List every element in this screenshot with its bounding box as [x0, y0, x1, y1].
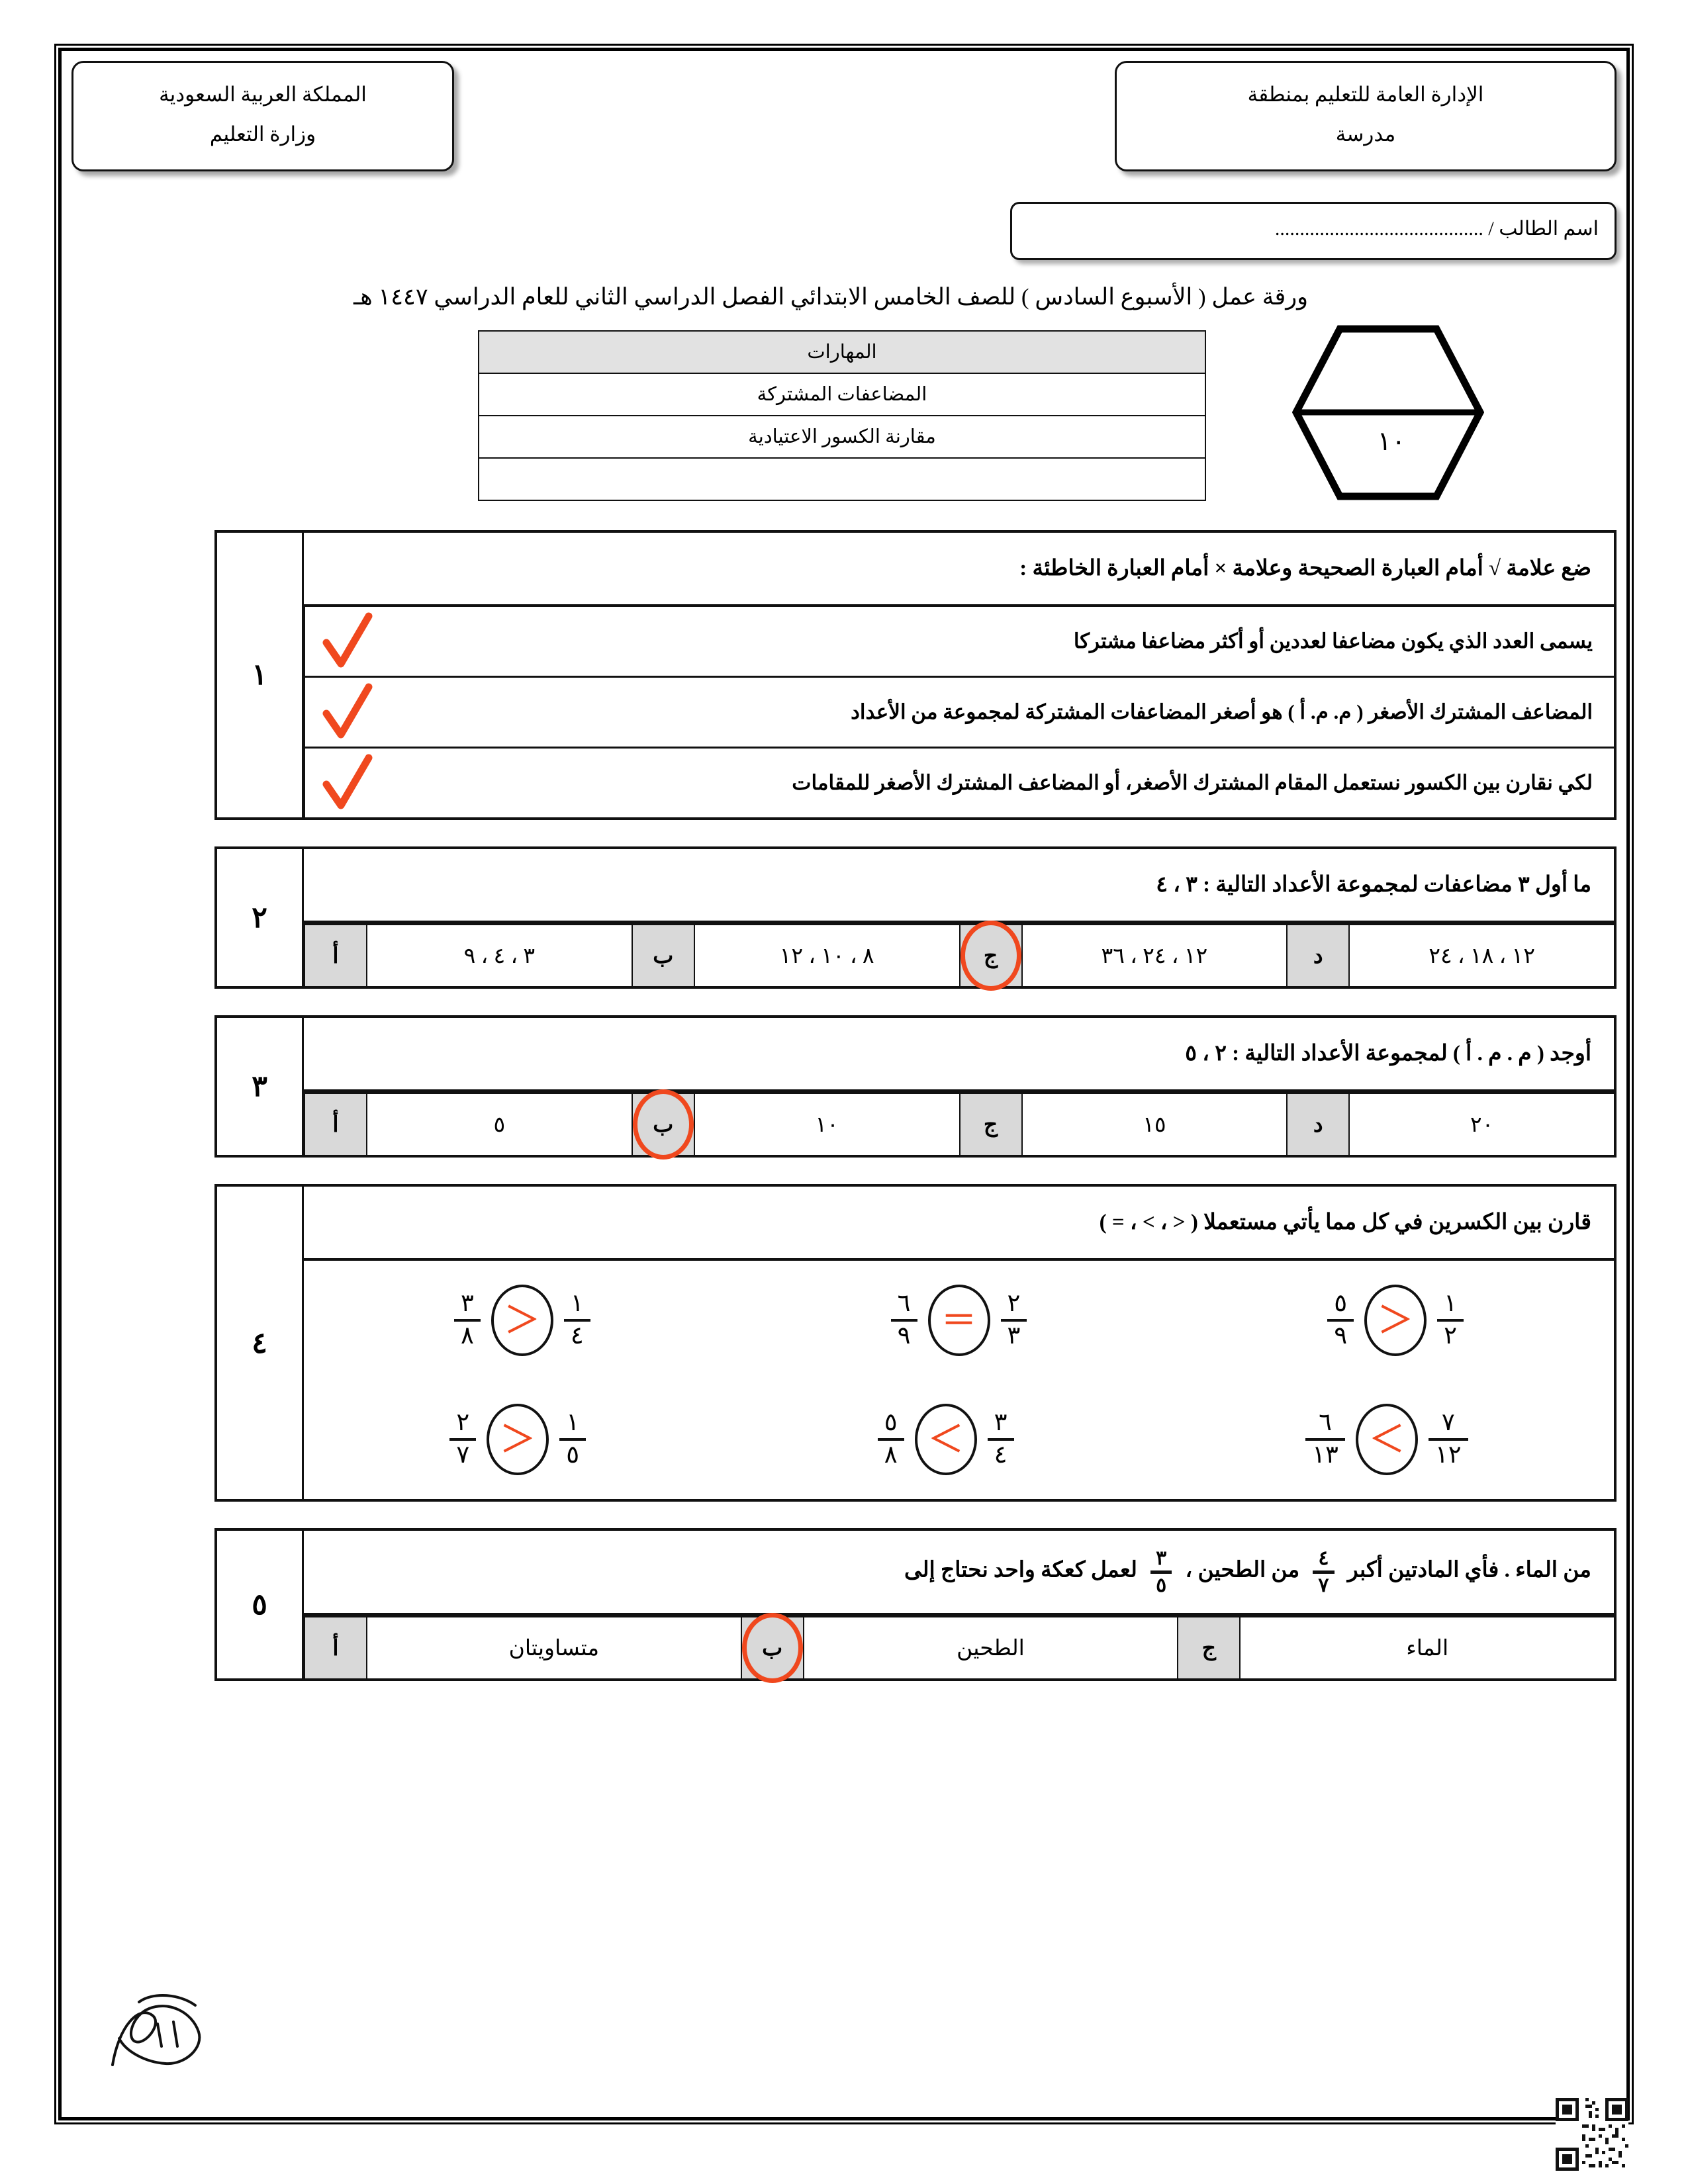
- true-false-row[interactable]: [304, 678, 1614, 749]
- option-value-c[interactable]: ١٥: [1143, 1113, 1166, 1138]
- option-letter-text: ب: [762, 1637, 783, 1661]
- numerator: ٦: [1319, 1409, 1332, 1437]
- comparison-operator: ＜: [927, 1420, 964, 1460]
- numerator: ١: [570, 1290, 584, 1318]
- numerator: ٣: [1156, 1547, 1167, 1570]
- question-2-stem: ما أول ٣ مضاعفات لمجموعة الأعداد التالية : ٣ ، ٤: [304, 849, 1614, 923]
- option-letter-text: ب: [653, 1113, 674, 1138]
- skills-and-mark-row: [71, 325, 1617, 504]
- denominator: ٨: [454, 1319, 481, 1349]
- skill-row: [479, 458, 1205, 500]
- fraction-right: [564, 1291, 590, 1349]
- student-name-label: اسم الطالب /: [1488, 217, 1599, 240]
- option-letter-a[interactable]: [304, 925, 367, 986]
- option-letter-c[interactable]: [1177, 1617, 1241, 1678]
- denominator: ١٢: [1429, 1438, 1468, 1469]
- numerator: ٥: [1334, 1290, 1348, 1318]
- option-letter-a[interactable]: [304, 1617, 367, 1678]
- answer-cell[interactable]: [304, 607, 393, 676]
- fraction-left: [878, 1410, 904, 1469]
- comparison-item[interactable]: [449, 1404, 586, 1475]
- question-2: [214, 846, 1617, 989]
- stem-fraction-flour: [1150, 1548, 1172, 1596]
- hexagon-shape: [1292, 325, 1484, 500]
- comparison-operator-circle[interactable]: [915, 1404, 977, 1475]
- mark-hexagon: [1292, 325, 1491, 504]
- option-letter-a[interactable]: [304, 1094, 367, 1155]
- comparison-item[interactable]: [891, 1285, 1027, 1356]
- answer-cell[interactable]: [304, 749, 393, 817]
- comparison-row: [304, 1261, 1614, 1380]
- fraction-left: [891, 1291, 917, 1349]
- true-false-row[interactable]: [304, 749, 1614, 817]
- stem-fraction-water: [1313, 1548, 1334, 1596]
- question-3: [214, 1015, 1617, 1158]
- check-icon: [320, 611, 377, 672]
- numerator: ٧: [1441, 1409, 1455, 1437]
- question-3-stem: أوجد ( م . م . أ ) لمجموعة الأعداد التالية : ٢ ، ٥: [304, 1018, 1614, 1092]
- answer-cell[interactable]: [304, 678, 393, 747]
- option-letter-b[interactable]: [741, 1617, 804, 1678]
- question-2-options: [304, 923, 1614, 986]
- fraction-right: [1001, 1291, 1027, 1349]
- education-directorate-box: [1115, 61, 1617, 171]
- comparison-operator: ＜: [1368, 1420, 1405, 1460]
- comparison-operator-circle[interactable]: [1364, 1285, 1427, 1356]
- skill-row: [479, 373, 1205, 416]
- fraction-left: [1305, 1410, 1345, 1469]
- numerator: ٢: [456, 1409, 470, 1437]
- skill-cell: المضاعفات المشتركة: [479, 373, 1205, 416]
- option-value-c[interactable]: الماء: [1406, 1637, 1449, 1661]
- ministry-box: [71, 61, 454, 171]
- fraction-left: [449, 1410, 476, 1469]
- comparison-item[interactable]: [454, 1285, 590, 1356]
- comparison-operator-circle[interactable]: [491, 1285, 553, 1356]
- check-icon: [320, 752, 377, 813]
- denominator: ٩: [891, 1319, 917, 1349]
- fraction-right: [988, 1410, 1014, 1469]
- option-letter-text: ب: [653, 944, 674, 969]
- comparison-operator-circle[interactable]: [1356, 1404, 1418, 1475]
- question-1-stem: ضع علامة √ أمام العبارة الصحيحة وعلامة × أمام العبارة الخاطئة :: [304, 533, 1614, 607]
- option-value-d[interactable]: ٢٠: [1470, 1113, 1494, 1138]
- comparison-item[interactable]: [1305, 1404, 1468, 1475]
- stem-text-part-3: من الماء . فأي المادتين أكبر: [1347, 1558, 1591, 1582]
- fraction-left: [454, 1291, 481, 1349]
- directorate-line-1: الإدارة العامة للتعليم بمنطقة: [1247, 83, 1484, 106]
- option-value-d[interactable]: ١٢ ، ١٨ ، ٢٤: [1429, 944, 1535, 969]
- student-name-dots: ..........................................: [1274, 217, 1483, 240]
- skill-row: [479, 416, 1205, 458]
- option-value-a[interactable]: ٥: [493, 1113, 506, 1138]
- fraction-left: [1327, 1291, 1354, 1349]
- skills-header-row: [479, 331, 1205, 373]
- numerator: ١: [1444, 1290, 1458, 1318]
- option-letter-text: أ: [332, 1637, 339, 1661]
- question-1: [214, 530, 1617, 820]
- option-letter-d[interactable]: [1286, 925, 1350, 986]
- option-value-b[interactable]: ٨ ، ١٠ ، ١٢: [779, 944, 874, 969]
- numerator: ٤: [1318, 1547, 1329, 1570]
- denominator: ٩: [1327, 1319, 1354, 1349]
- fraction-right: [1437, 1291, 1464, 1349]
- option-letter-b[interactable]: [632, 925, 695, 986]
- question-3-options: [304, 1092, 1614, 1155]
- skills-table: [478, 330, 1206, 501]
- option-letter-d[interactable]: [1286, 1094, 1350, 1155]
- denominator: ٧: [1313, 1570, 1334, 1596]
- denominator: ١٣: [1305, 1438, 1345, 1469]
- option-letter-text: أ: [332, 944, 339, 969]
- option-value-b[interactable]: ١٠: [815, 1113, 839, 1138]
- denominator: ٢: [1437, 1319, 1464, 1349]
- numerator: ٣: [994, 1409, 1008, 1437]
- teacher-signature: [99, 1985, 225, 2085]
- numerator: ٢: [1007, 1290, 1021, 1318]
- option-value-a[interactable]: ٣ ، ٤ ، ٩: [463, 944, 536, 969]
- comparison-grid: [304, 1261, 1614, 1499]
- option-letter-text: ج: [983, 1113, 998, 1138]
- fraction-right: [559, 1410, 586, 1469]
- stem-text-part-1: لعمل كعكة واحد نحتاج إلى: [904, 1558, 1137, 1582]
- comparison-operator: ＞: [504, 1300, 540, 1341]
- numerator: ٦: [897, 1290, 911, 1318]
- option-value-c[interactable]: ١٢ ، ٢٤ ، ٣٦: [1101, 944, 1208, 969]
- comparison-item[interactable]: [1327, 1285, 1464, 1356]
- question-5: [214, 1528, 1617, 1681]
- option-letter-text: أ: [332, 1113, 339, 1138]
- comparison-operator-circle[interactable]: [487, 1404, 549, 1475]
- comparison-operator: ＝: [941, 1300, 977, 1341]
- comparison-item[interactable]: [878, 1404, 1014, 1475]
- document-header: [71, 61, 1617, 171]
- question-3-number: ٣: [217, 1018, 304, 1155]
- stem-text-part-2: من الطحين ،: [1185, 1558, 1300, 1582]
- numerator: ١: [566, 1409, 580, 1437]
- option-letter-text: د: [1313, 1113, 1323, 1138]
- option-value-b[interactable]: الطحين: [957, 1637, 1025, 1661]
- comparison-operator: ＞: [500, 1420, 536, 1460]
- option-letter-c[interactable]: [959, 925, 1023, 986]
- question-2-number: ٢: [217, 849, 304, 986]
- option-value-a[interactable]: متساويتان: [508, 1637, 600, 1661]
- comparison-operator-circle[interactable]: [928, 1285, 990, 1356]
- numerator: ٥: [884, 1409, 898, 1437]
- option-letter-text: ج: [983, 944, 998, 969]
- true-false-row[interactable]: [304, 607, 1614, 678]
- comparison-row: [304, 1380, 1614, 1499]
- denominator: ٨: [878, 1438, 904, 1469]
- comparison-operator: ＞: [1378, 1300, 1414, 1341]
- statement-text: يسمى العدد الذي يكون مضاعفا لعددين أو أكثر مضاعفا مشتركا: [1073, 629, 1593, 653]
- skill-cell-empty: [479, 458, 1205, 500]
- denominator: ٧: [449, 1438, 476, 1469]
- directorate-line-2: مدرسة: [1335, 122, 1396, 146]
- skills-header-cell: المهارات: [479, 331, 1205, 373]
- denominator: ٣: [1001, 1319, 1027, 1349]
- question-5-stem: [304, 1531, 1614, 1615]
- question-4: [214, 1184, 1617, 1502]
- statement-text: المضاعف المشترك الأصغر ( م. م. أ ) هو أصغر المضاعفات المشتركة لمجموعة من الأعداد: [851, 700, 1593, 723]
- qr-code-icon: [1556, 2098, 1628, 2171]
- numerator: ٣: [460, 1290, 474, 1318]
- option-letter-c[interactable]: [959, 1094, 1023, 1155]
- country-line: المملكة العربية السعودية: [159, 83, 367, 106]
- denominator: ٤: [988, 1438, 1014, 1469]
- question-4-stem: قارن بين الكسرين في كل مما يأتي مستعملا ( < ، > ، = ): [304, 1187, 1614, 1261]
- question-1-number: ١: [217, 533, 304, 817]
- check-icon: [320, 682, 377, 743]
- skill-cell: مقارنة الكسور الاعتيادية: [479, 416, 1205, 458]
- statement-text: لكي نقارن بين الكسور نستعمل المقام المشترك الأصغر، أو المضاعف المشترك الأصغر للمقامات: [792, 770, 1593, 794]
- worksheet-title: ورقة عمل ( الأسبوع السادس ) للصف الخامس الابتدائي الفصل الدراسي الثاني للعام الدراسي ١٤٤٧ هـ: [353, 283, 1309, 310]
- option-letter-b[interactable]: [632, 1094, 695, 1155]
- denominator: ٥: [559, 1438, 586, 1469]
- option-letter-text: ج: [1201, 1637, 1216, 1661]
- question-5-options: [304, 1615, 1614, 1678]
- option-letter-text: د: [1313, 944, 1323, 969]
- student-name-field[interactable]: [1010, 202, 1617, 260]
- denominator: ٤: [564, 1319, 590, 1349]
- question-4-number: ٤: [217, 1187, 304, 1499]
- fraction-right: [1429, 1410, 1468, 1469]
- question-5-number: ٥: [217, 1531, 304, 1678]
- mark-value: ١٠: [1377, 426, 1406, 456]
- ministry-line: وزارة التعليم: [209, 122, 316, 146]
- denominator: ٥: [1150, 1570, 1172, 1596]
